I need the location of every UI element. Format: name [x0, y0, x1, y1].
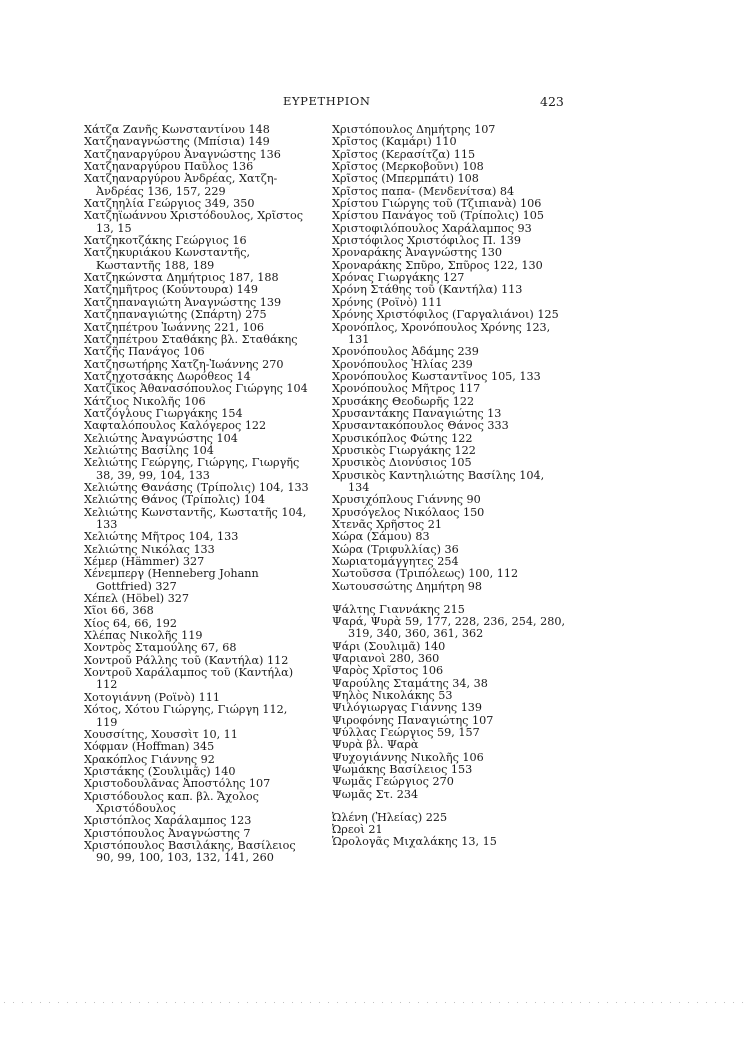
index-entry: Χώρα (Τριφυλλίας) 36 — [332, 542, 459, 556]
index-entry: Χατζηπαναγιώτης (Σπάρτη) 275 — [84, 308, 267, 322]
index-entry: Χριστόπουλος Ἀναγνώστης 7 — [84, 826, 251, 840]
index-section-omega — [332, 812, 568, 849]
index-entry: Χρακόπλος Γιάννης 92 — [84, 752, 215, 766]
index-entry: Χελιώτης Βασίλης 104 — [84, 443, 214, 457]
index-entry: Χελιώτης Μῆτρος 104, 133 — [84, 530, 239, 544]
index-entry: Χριστόπουλος Βασιλάκης, Βασίλειος 90, 99, 100, 103, 132, 141, 260 — [84, 838, 296, 865]
index-entry: Χροναράκης Ἀναγνώστης 130 — [332, 246, 503, 260]
scan-edge-mark — [0, 1001, 744, 1004]
index-entry: Χατζηκυριάκου Κωνσταντῆς, Κωσταντῆς 188, 189 — [84, 246, 251, 272]
index-entry: Ψαρούλης Σταμάτης 34, 38 — [332, 676, 488, 690]
index-entry: Χρόνης Χριστόφιλος (Γαργαλιάνοι) 125 — [332, 308, 559, 322]
index-entry: Χατζῆς Πανάγος 106 — [84, 345, 205, 359]
index-entry: Χρονόπουλος Κωσταντῖνος 105, 133 — [332, 369, 541, 383]
index-entry: Χατζηηλία Γεώργιος 349, 350 — [84, 197, 255, 211]
index-entry: Χρῖστος (Κερασίτζα) 115 — [332, 147, 476, 161]
index-entry: Χατζηαναγνώστης (Μπίσια) 149 — [84, 135, 270, 149]
index-section-psi — [332, 604, 568, 802]
section-gap — [332, 593, 568, 604]
running-title: ΕΥΡΕΤΗΡΙΟΝ — [283, 94, 371, 108]
index-entry: Χουσσίτης, Χουσσὶτ 10, 11 — [84, 727, 238, 741]
index-entry: Χωτοῦσσα (Τριπόλεως) 100, 112 — [332, 567, 519, 581]
index-entry: Χελιώτης Νικόλας 133 — [84, 542, 215, 556]
index-entry: Χῖοι 66, 368 — [84, 604, 154, 618]
index-entry: Χατζηκοτζάκης Γεώργιος 16 — [84, 234, 247, 248]
index-entry: Χοντροῦ Ράλλης τοῦ (Καντήλα) 112 — [84, 653, 289, 667]
index-entry: Χτενᾶς Χρῆστος 21 — [332, 518, 442, 531]
index-entry: Χότος, Χότου Γιώργης, Γιώργη 112, 119 — [84, 703, 288, 729]
index-entry: Χελιώτης Γεώργης, Γιώργης, Γιωργῆς 38, 39, 99, 104, 133 — [84, 456, 300, 482]
index-entry: Χλέπας Νικολῆς 119 — [84, 629, 203, 643]
index-entry: Χατζηκώνστα Δημήτριος 187, 188 — [84, 271, 279, 285]
index-entry: Χένεμπεργ (Henneberg Johann Gottfried) 327 — [84, 567, 259, 593]
index-entry: Χρυσικὸς Καντηλιώτης Βασίλης 104, 134 — [332, 468, 545, 494]
index-entry: Χρῖστος παπα- (Μενδενίτσα) 84 — [332, 184, 515, 198]
index-entry: Χρόνας Γιωργάκης 127 — [332, 271, 465, 285]
index-entry: Χρυσόγελος Νικόλαος 150 — [332, 505, 485, 519]
index-column-left — [84, 124, 312, 865]
index-entry: Χατζηπέτρου Σταθάκης βλ. Σταθάκης — [84, 332, 298, 346]
index-entry: Χελιώτης Θανάσης (Τρίπολις) 104, 133 — [84, 480, 309, 494]
index-entry: Χρυσάκης Θεοδωρῆς 122 — [332, 394, 475, 408]
index-entry: Χατζῖκος Ἀθανασόπουλος Γιώργης 104 — [84, 382, 308, 396]
index-entry: Χρῖστος (Μερκοβοῦνι) 108 — [332, 160, 484, 174]
index-entry: Χρονόπουλος Ἀδάμης 239 — [332, 345, 479, 359]
index-entry: Ψυρὰ βλ. Ψαρὰ — [332, 738, 419, 752]
index-entry: Ψωμᾶς Γεώργιος 270 — [332, 775, 454, 789]
index-entry: Χατζησωτήρης Χατζη-Ἰωάννης 270 — [84, 357, 284, 371]
index-entry: Χατζηπαναγιώτη Ἀναγνώστης 139 — [84, 295, 282, 309]
index-entry: Ὠλένη (Ἠλείας) 225 — [332, 810, 448, 824]
index-entry: Ψηλὸς Νικολάκης 53 — [332, 688, 453, 702]
index-section-chi — [332, 124, 568, 593]
index-entry: Χριστόδουλος καπ. βλ. Ἄχολος Χριστόδουλος — [84, 789, 259, 815]
index-entry: Χελιώτης Θάνος (Τρίπολις) 104 — [84, 493, 266, 507]
index-entry: Χρονόπουλος Μῆτρος 117 — [332, 382, 481, 396]
index-entry: Χοντρὸς Σταμούλης 67, 68 — [84, 641, 237, 655]
index-entry: Χρυσικὸς Γιωργάκης 122 — [332, 443, 476, 457]
index-entry: Ψωμᾶς Στ. 234 — [332, 787, 419, 801]
index-entry: Χρυσικὸς Διονύσιος 105 — [332, 456, 472, 470]
index-entry: Χοτογιάννη (Ροϊνὸ) 111 — [84, 690, 220, 704]
index-entry: Χροναράκης Σπῦρο, Σπῦρος 122, 130 — [332, 258, 543, 272]
index-entry: Χέπελ (Höbel) 327 — [84, 592, 190, 606]
index-entry: Χατζηαναργύρου Ἀναγνώστης 136 — [84, 147, 281, 161]
index-entry: Χρῖστος (Καμάρι) 110 — [332, 135, 457, 149]
index-entry: Χαφταλόπουλος Καλόγερος 122 — [84, 419, 267, 433]
index-entry: Χρονόπλος, Χρονόπουλος Χρόνης 123, 131 — [332, 320, 551, 346]
index-entry: Χρυσικόπλος Φώτης 122 — [332, 431, 473, 445]
index-entry: Χέμερ (Hämmer) 327 — [84, 555, 205, 569]
index-entry: Χρίστου Γιώργης τοῦ (Τζιπιανὰ) 106 — [332, 197, 542, 211]
index-entry: Ψάρι (Σουλιμᾶ) 140 — [332, 639, 446, 653]
index-entry: Ψωμάκης Βασίλειος 153 — [332, 763, 473, 777]
index-entry: Ψυχογιάννης Νικολῆς 106 — [332, 750, 484, 764]
index-entry: Χοντροῦ Χαράλαμπος τοῦ (Καντήλα) 112 — [84, 666, 294, 692]
index-entry: Χριστόπλος Χαράλαμπος 123 — [84, 814, 252, 828]
index-entry: Ὡρολογᾶς Μιχαλάκης 13, 15 — [332, 835, 497, 849]
index-entry: Χρῖστος (Μπερμπάτι) 108 — [332, 172, 479, 186]
index-entry: Χατζηπέτρου Ἰωάννης 221, 106 — [84, 320, 264, 334]
index-entry: Χατζηχοτσάκης Δωρόθεος 14 — [84, 369, 251, 383]
index-entry: Χρυσιχόπλους Γιάννης 90 — [332, 493, 481, 507]
index-entry: Χριστοδουλᾶνας Ἀποστόλης 107 — [84, 777, 271, 791]
page-number: 423 — [540, 94, 564, 109]
index-entry: Χώρα (Σάμου) 83 — [332, 530, 430, 544]
index-entry: Χρόνης (Ροϊνὸ) 111 — [332, 295, 443, 309]
index-entry: Ὠρεοὶ 21 — [332, 822, 383, 836]
index-entry: Ψάλτης Γιαννάκης 215 — [332, 602, 465, 616]
index-entry: Χριστόπουλος Δημήτρης 107 — [332, 123, 496, 136]
index-entry: Χόφμαν (Hoffman) 345 — [84, 740, 215, 754]
index-entry: Χελιώτης Ἀναγνώστης 104 — [84, 431, 238, 445]
index-entry: Ψαρά, Ψυρὰ 59, 177, 228, 236, 254, 280, 319, 340, 360, 361, 362 — [332, 614, 566, 641]
index-entry: Χατζόγλους Γιωργάκης 154 — [84, 406, 243, 420]
index-entry: Χατζηϊωάννου Χριστόδουλος, Χρῖστος 13, 15 — [84, 209, 303, 235]
index-entry: Χάτζιος Νικολῆς 106 — [84, 394, 206, 408]
section-gap — [332, 801, 568, 812]
index-entry: Χωτουσσώτης Δημήτρη 98 — [332, 579, 482, 593]
page-header — [0, 94, 744, 112]
index-entry: Ψιλόγιωργας Γιάννης 139 — [332, 701, 483, 715]
index-entry: Χρυσαντακόπουλος Θάνος 333 — [332, 419, 509, 433]
index-entry: Χρόνη Στάθης τοῦ (Καντήλα) 113 — [332, 283, 523, 297]
index-entry: Χρονόπουλος Ἠλίας 239 — [332, 357, 473, 371]
index-entry: Χριστοφιλόπουλος Χαράλαμπος 93 — [332, 221, 532, 235]
index-entry: Χατζηαναργύρου Ἀνδρέας, Χατζη-Ἀνδρέας 136, 157, 229 — [84, 172, 278, 198]
index-entry: Χίος 64, 66, 192 — [84, 616, 177, 630]
index-entry: Χωριατομάγγητες 254 — [332, 555, 459, 569]
index-entry: Ψύλλας Γεώργιος 59, 157 — [332, 726, 480, 739]
index-column-right — [332, 124, 568, 849]
index-entry: Χάτζα Ζανῆς Κωνσταντίνου 148 — [84, 123, 270, 136]
index-entry: Ψαριανοὶ 280, 360 — [332, 651, 440, 665]
index-entry: Ψιροφόνης Παναγιώτης 107 — [332, 713, 494, 727]
index-entry: Χελιώτης Κωνσταντῆς, Κωστατῆς 104, 133 — [84, 505, 307, 531]
index-entry: Χρίστου Πανάγος τοῦ (Τρίπολις) 105 — [332, 209, 544, 223]
index-entry: Ψαρὸς Χρῖστος 106 — [332, 664, 444, 678]
index-entry: Χατζηαναργύρου Παῦλος 136 — [84, 160, 254, 174]
index-entry: Χρυσαντάκης Παναγιώτης 13 — [332, 406, 502, 420]
index-entry: Χριστάκης (Σουλιμᾶς) 140 — [84, 764, 236, 778]
index-entry: Χατζημῆτρος (Κούντουρα) 149 — [84, 283, 258, 297]
index-entry: Χριστόφιλος Χριστόφιλος Π. 139 — [332, 234, 521, 248]
